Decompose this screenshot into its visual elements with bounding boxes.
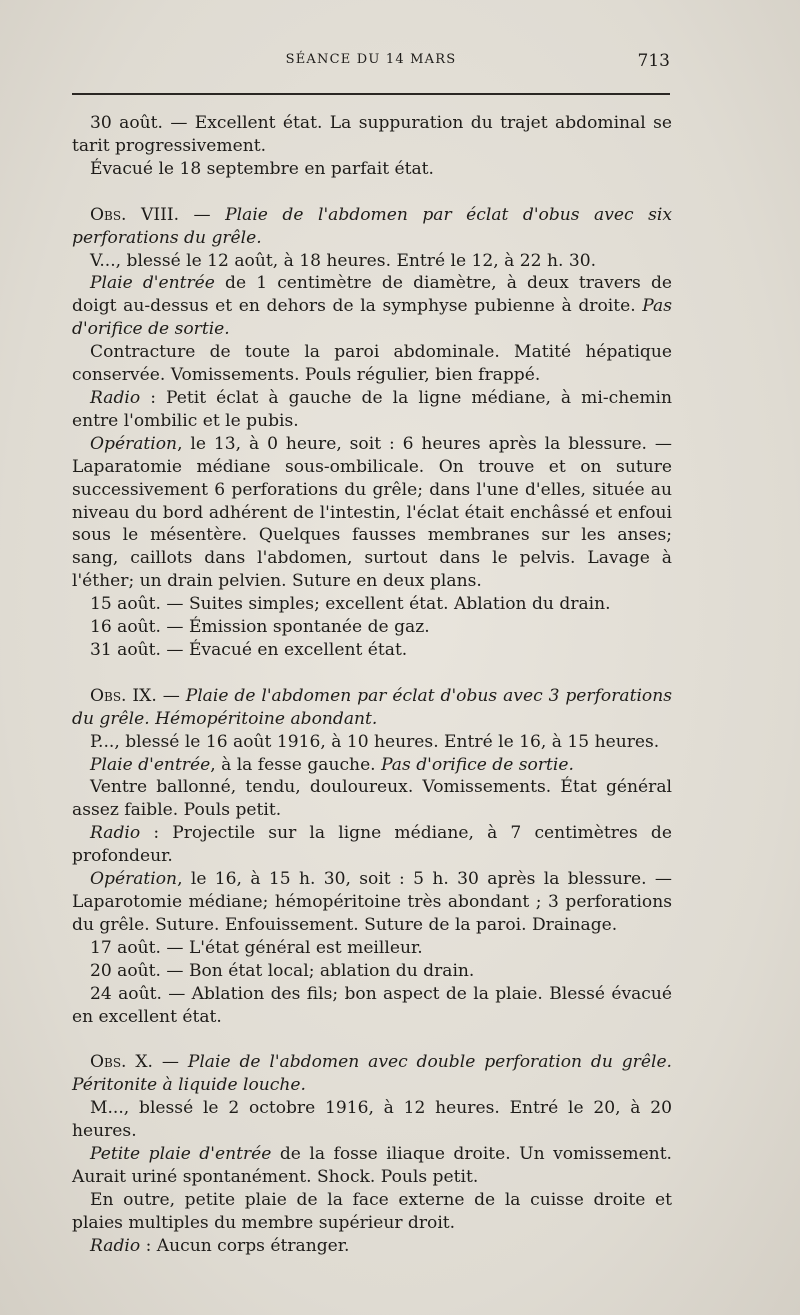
paragraph	[72, 387, 672, 433]
italic-term: Plaie d'entrée	[90, 273, 215, 294]
italic-term: Pas d'orifice de sortie.	[72, 296, 672, 340]
observation-title: Plaie de l'abdomen par éclat d'obus avec six perforations du grêle.	[72, 204, 672, 248]
paragraph: 17 août. — L'état général est meilleur.	[90, 937, 423, 958]
paragraph: Ventre ballonné, tendu, douloureux. Vomissements. État général assez faible. Pouls petit.	[72, 777, 672, 821]
separator: —	[179, 204, 226, 225]
observation-label: Obs. IX.	[90, 685, 157, 706]
paragraph	[72, 1235, 672, 1258]
paragraph-text: de la fosse iliaque droite. Un vomissement. Aurait uriné spontanément. Shock. Pouls petit.	[72, 1144, 672, 1187]
running-head: SÉANCE DU 14 MARS	[285, 52, 457, 67]
observation-title: Plaie de l'abdomen par éclat d'obus avec 3 perforations du grêle. Hémopéritoine abondant.	[72, 685, 672, 729]
section-spacer	[72, 662, 672, 685]
paragraph	[72, 433, 672, 593]
paragraph-text: , à la fesse gauche.	[210, 754, 382, 775]
section-spacer	[72, 181, 672, 204]
observation-heading	[72, 1051, 672, 1097]
paragraph-text: : Petit éclat à gauche de la ligne médiane, à mi-chemin entre l'ombilic et le pubis.	[72, 387, 672, 431]
observation-heading	[72, 204, 672, 250]
paragraph	[72, 754, 672, 777]
paragraph	[72, 1143, 672, 1189]
paragraph	[72, 822, 672, 868]
paragraph	[72, 868, 672, 937]
paragraph-text: de 1 centimètre de diamètre, à deux travers de doigt au-dessus et en dehors de la symphyse pubienne à droite.	[72, 273, 672, 317]
paragraph: 15 août. — Suites simples; excellent état. Ablation du drain.	[90, 594, 611, 615]
paragraph: 20 août. — Bon état local; ablation du drain.	[90, 960, 475, 981]
page-number: 713	[637, 51, 670, 71]
paragraph-text: , le 13, à 0 heure, soit : 6 heures après la blessure. — Laparatomie médiane sous-ombilicale. On trouve et on suture successivement 6 perforations du grêle; dans l'une d'elles, située au niveau du bord adhérent de l'intestin, l'éclat était enchâssé et enfoui sous le mésentère. Quelques fausses membranes sur les anses; sang, caillots dans l'abdomen, surtout dans le pelvis. Lavage à l'éther; un drain pelvien. Suture en deux plans.	[72, 433, 672, 592]
paragraph: 30 août. — Excellent état. La suppuration du trajet abdominal se tarit progressivement.	[72, 113, 672, 156]
observation-label: Obs. VIII.	[90, 204, 180, 225]
italic-term: Petite plaie d'entrée	[90, 1144, 272, 1165]
observation-label: Obs. X.	[90, 1052, 153, 1073]
italic-term: Pas d'orifice de sortie.	[381, 754, 574, 775]
paragraph	[72, 272, 672, 341]
separator: —	[156, 685, 186, 706]
italic-term: Radio	[90, 1235, 141, 1256]
paragraph: Évacué le 18 septembre en parfait état.	[90, 158, 434, 179]
paragraph: Contracture de toute la paroi abdominale. Matité hépatique conservée. Vomissements. Pouls régulier, bien frappé.	[72, 342, 672, 386]
paragraph: M..., blessé le 2 octobre 1916, à 12 heures. Entré le 20, à 20 heures.	[72, 1098, 672, 1142]
section-spacer	[72, 1028, 672, 1051]
paragraph: V..., blessé le 12 août, à 18 heures. Entré le 12, à 22 h. 30.	[90, 250, 597, 271]
italic-term: Opération	[90, 433, 178, 454]
observation-title: Plaie de l'abdomen avec double perforation du grêle. Péritonite à liquide louche.	[72, 1052, 672, 1096]
italic-term: Radio	[90, 823, 141, 844]
paragraph-text: , le 16, à 15 h. 30, soit : 5 h. 30 après la blessure. — Laparotomie médiane; hémopéritoine très abondant ; 3 perforations du grêle. Suture. Enfouissement. Suture de la paroi. Drainage.	[72, 869, 672, 935]
italic-term: Plaie d'entrée	[90, 754, 211, 775]
italic-term: Opération	[90, 869, 178, 890]
observation-heading	[72, 685, 672, 731]
paragraph: 24 août. — Ablation des fils; bon aspect de la plaie. Blessé évacué en excellent état.	[72, 983, 672, 1027]
paragraph-text: : Projectile sur la ligne médiane, à 7 centimètres de profondeur.	[72, 823, 672, 867]
paragraph: 16 août. — Émission spontanée de gaz.	[90, 617, 430, 638]
paragraph-text: : Aucun corps étranger.	[140, 1235, 350, 1256]
separator: —	[152, 1052, 188, 1073]
paragraph: P..., blessé le 16 août 1916, à 10 heures. Entré le 16, à 15 heures.	[90, 731, 660, 752]
paragraph: En outre, petite plaie de la face externe de la cuisse droite et plaies multiples du membre supérieur droit.	[72, 1189, 672, 1233]
page-header	[72, 52, 670, 78]
header-rule	[72, 93, 670, 95]
paragraph: 31 août. — Évacué en excellent état.	[90, 639, 408, 660]
italic-term: Radio	[90, 387, 141, 408]
page-body	[72, 112, 672, 1258]
